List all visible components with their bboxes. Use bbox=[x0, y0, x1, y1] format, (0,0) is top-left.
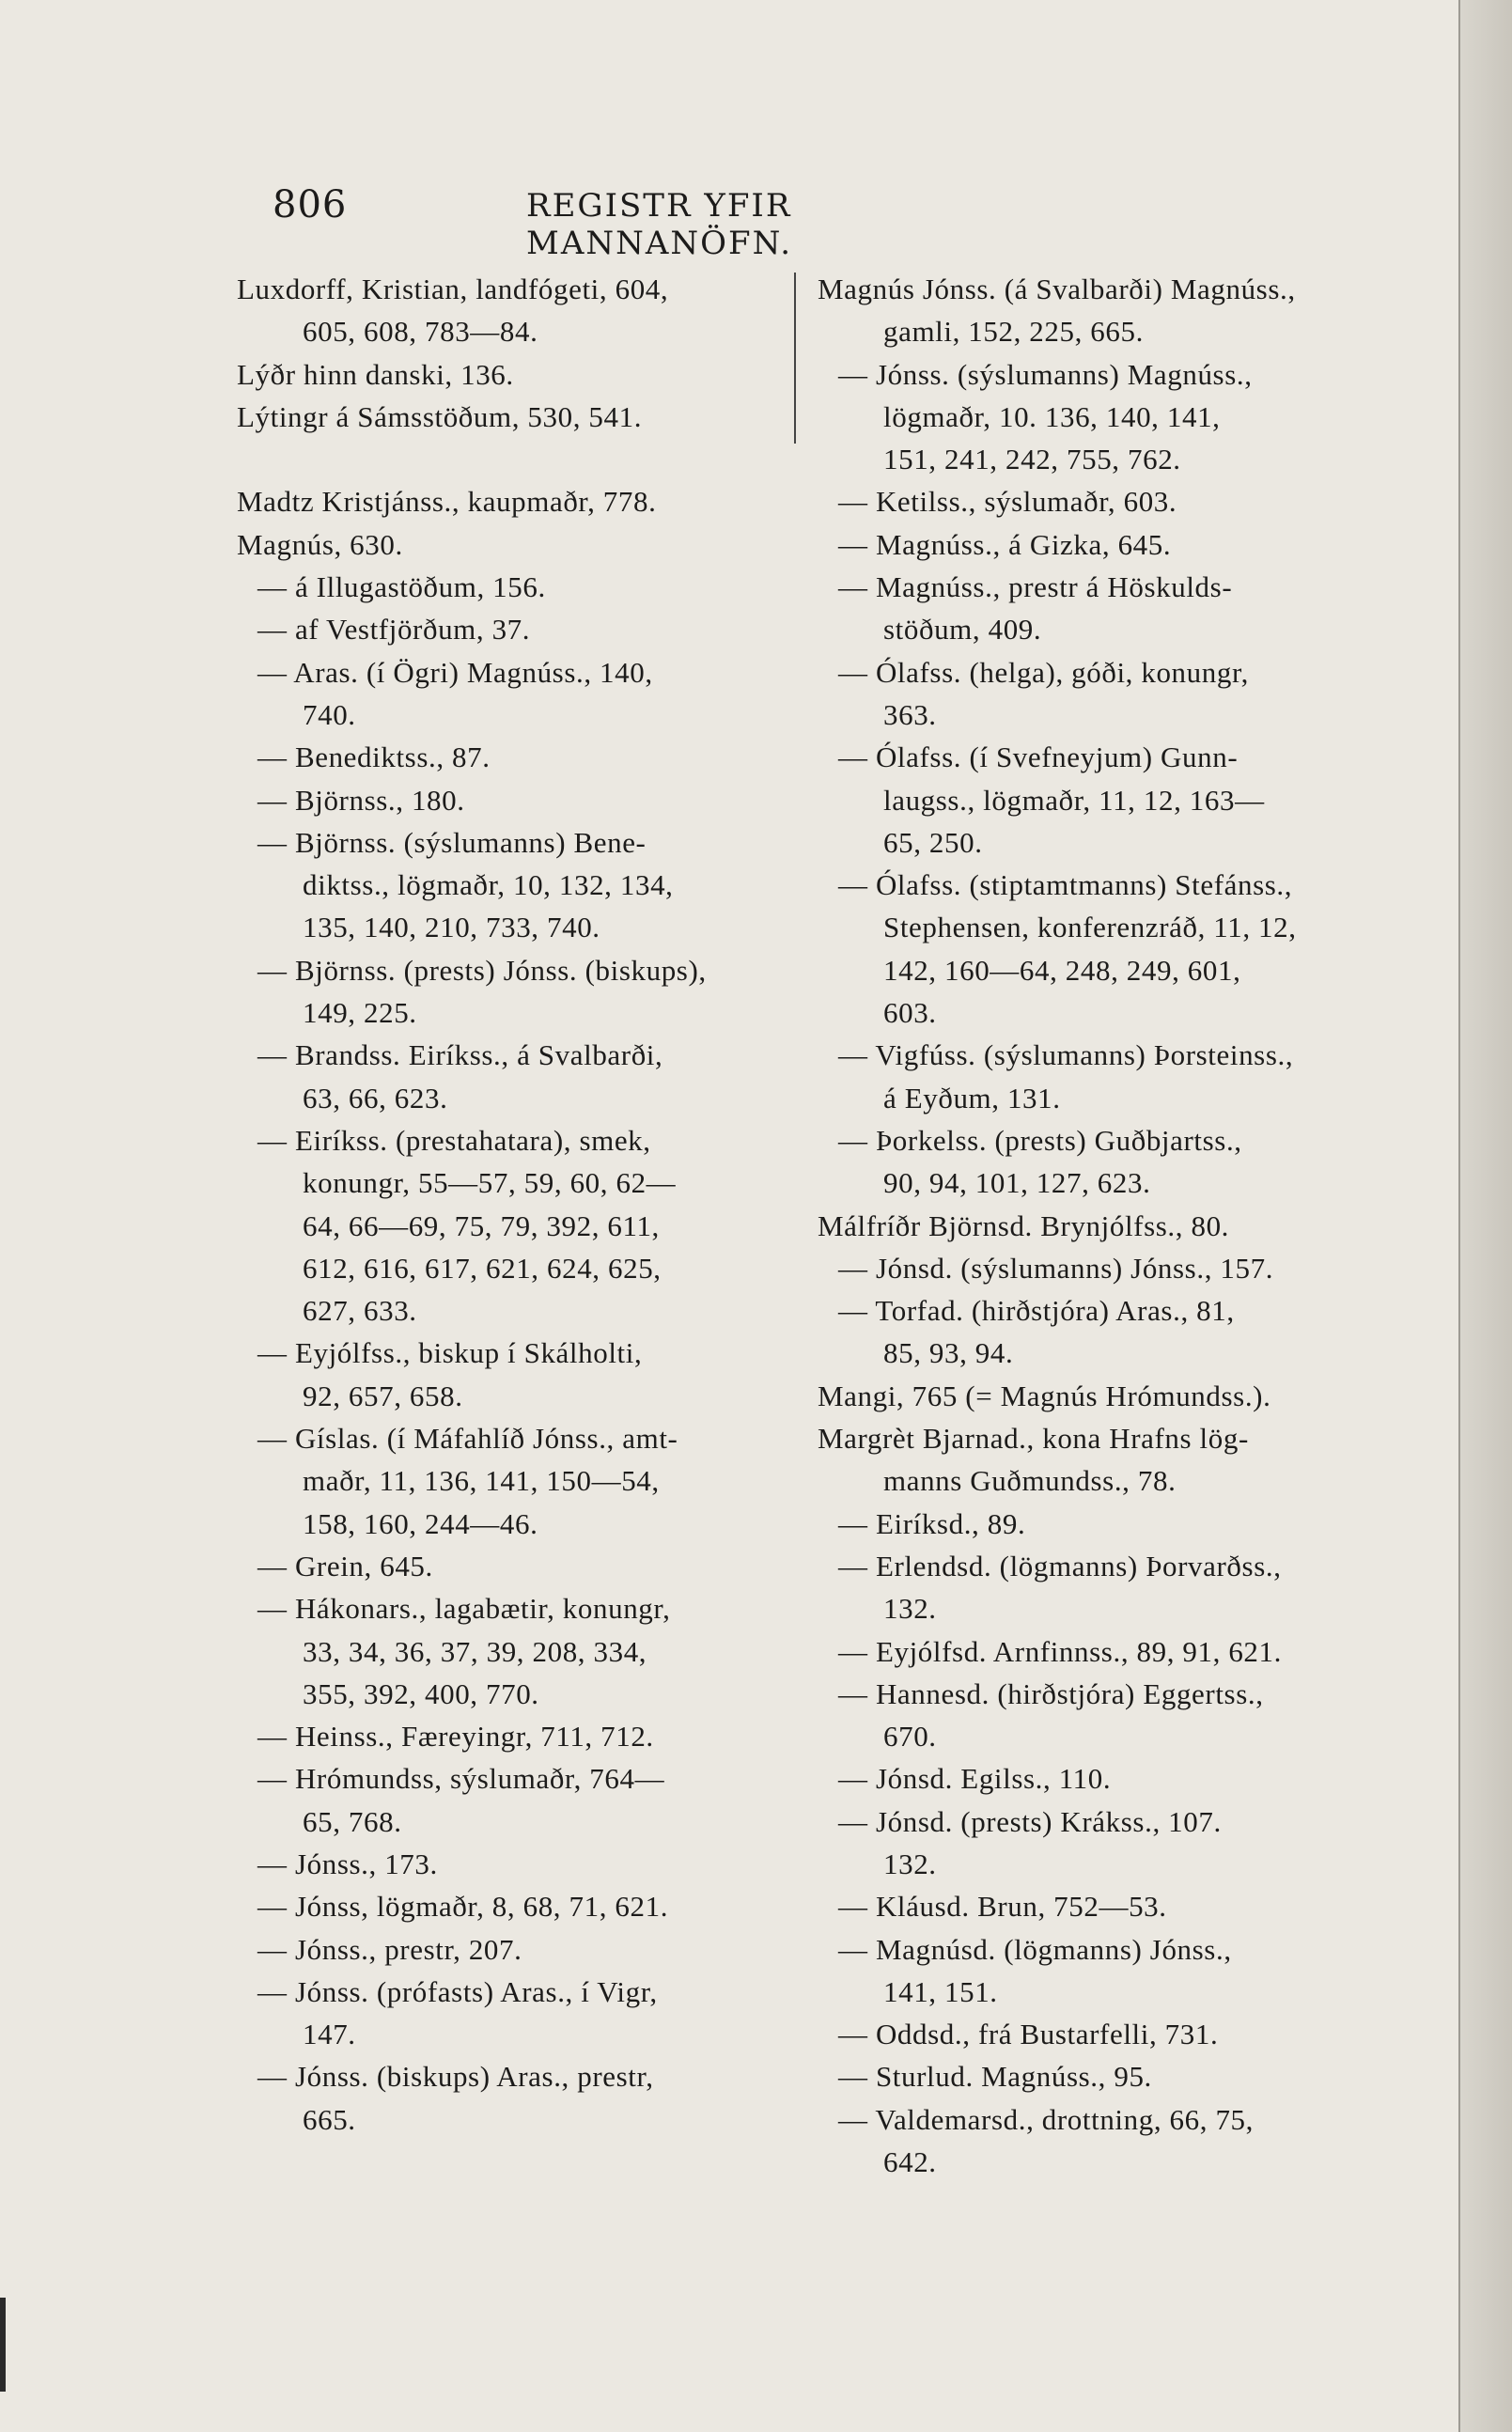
index-entry-line: — Oddsd., frá Bustarfelli, 731. bbox=[838, 2018, 1219, 2051]
index-entry-line: 740. bbox=[303, 697, 356, 731]
index-entry-line: — Brandss. Eiríkss., á Svalbarði, bbox=[257, 1038, 663, 1072]
index-entry-line: — Magnúss., á Gizka, 645. bbox=[838, 527, 1172, 561]
index-entry-line: — Þorkelss. (prests) Guðbjartss., bbox=[838, 1123, 1242, 1157]
right-column bbox=[818, 268, 1348, 2183]
index-entry-line: — á Illugastöðum, 156. bbox=[257, 570, 546, 604]
index-entry-line: 90, 94, 101, 127, 623. bbox=[883, 1166, 1151, 1200]
scan-edge-mark bbox=[0, 2298, 6, 2392]
index-entry-line: lögmaðr, 10. 136, 140, 141, bbox=[883, 399, 1221, 433]
index-entry-line: 147. bbox=[303, 2018, 356, 2051]
index-entry-line: 151, 241, 242, 755, 762. bbox=[883, 443, 1181, 476]
index-entry-line: — Jónss., prestr, 207. bbox=[257, 1932, 522, 1966]
index-entry-line: — Grein, 645. bbox=[257, 1549, 433, 1582]
index-entry-line: manns Guðmundss., 78. bbox=[883, 1464, 1177, 1498]
index-entry-line: — Aras. (í Ögri) Magnúss., 140, bbox=[257, 655, 653, 689]
index-entry-line: Lýðr hinn danski, 136. bbox=[237, 357, 514, 391]
index-entry-line: 142, 160—64, 248, 249, 601, bbox=[883, 953, 1241, 987]
index-entry-line: — Torfad. (hirðstjóra) Aras., 81, bbox=[838, 1294, 1235, 1328]
index-entry-line: 135, 140, 210, 733, 740. bbox=[303, 911, 600, 944]
index-entry-line: 627, 633. bbox=[303, 1294, 417, 1328]
index-entry-line: Lýtingr á Sámsstöðum, 530, 541. bbox=[237, 399, 643, 433]
index-entry-line: 612, 616, 617, 621, 624, 625, bbox=[303, 1251, 662, 1285]
index-entry-line: stöðum, 409. bbox=[883, 613, 1042, 647]
index-entry-line: — Gíslas. (í Máfahlíð Jónss., amt- bbox=[257, 1422, 678, 1456]
index-entry-line: — Hákonars., lagabætir, konungr, bbox=[257, 1592, 671, 1626]
index-entry-line: 603. bbox=[883, 996, 937, 1030]
index-entry-line: Stephensen, konferenzráð, 11, 12, bbox=[883, 911, 1297, 944]
index-entry-line: — Jónss. (biskups) Aras., prestr, bbox=[257, 2060, 654, 2094]
index-entry-line: — Erlendsd. (lögmanns) Þorvarðss., bbox=[838, 1549, 1282, 1582]
index-entry-line: 363. bbox=[883, 697, 937, 731]
index-entry-line: 642. bbox=[883, 2145, 937, 2179]
index-entry-line: 665. bbox=[303, 2102, 356, 2136]
page-number: 806 bbox=[273, 183, 348, 226]
page-edge bbox=[1458, 0, 1512, 2432]
index-entry-line: — Hannesd. (hirðstjóra) Eggertss., bbox=[838, 1676, 1264, 1710]
index-entry-line: 65, 768. bbox=[303, 1804, 402, 1838]
blank-line bbox=[237, 438, 772, 480]
index-entry-line: 355, 392, 400, 770. bbox=[303, 1676, 539, 1710]
index-entry-line: — Vigfúss. (sýslumanns) Þorsteinss., bbox=[838, 1038, 1294, 1072]
index-entry-line: Madtz Kristjánss., kaupmaðr, 778. bbox=[237, 485, 657, 519]
index-entry-line: — Jónsd. Egilss., 110. bbox=[838, 1762, 1112, 1796]
left-column bbox=[237, 268, 772, 2141]
index-entry-line: Mangi, 765 (= Magnús Hrómundss.). bbox=[818, 1379, 1271, 1412]
index-entry-line: Magnús, 630. bbox=[237, 527, 403, 561]
index-entry-line: — Magnúsd. (lögmanns) Jónss., bbox=[838, 1932, 1232, 1966]
index-entry-line: — Jónss. (sýslumanns) Magnúss., bbox=[838, 357, 1253, 391]
index-entry-line: maðr, 11, 136, 141, 150—54, bbox=[303, 1464, 660, 1498]
running-title: REGISTR YFIR MANNANÖFN. bbox=[526, 187, 793, 262]
index-entry-line: — Magnúss., prestr á Höskulds- bbox=[838, 570, 1233, 604]
index-entry-line: Málfríðr Björnsd. Brynjólfss., 80. bbox=[818, 1208, 1230, 1242]
index-entry-line: — Ketilss., sýslumaðr, 603. bbox=[838, 485, 1177, 519]
index-entry-line: 670. bbox=[883, 1720, 937, 1754]
index-entry-line: — Ólafss. (í Svefneyjum) Gunn- bbox=[838, 741, 1239, 774]
index-entry-line: — Benediktss., 87. bbox=[257, 741, 491, 774]
index-entry-line: 85, 93, 94. bbox=[883, 1336, 1014, 1370]
index-entry-line: gamli, 152, 225, 665. bbox=[883, 315, 1144, 349]
index-entry-line: — Heinss., Færeyingr, 711, 712. bbox=[257, 1720, 654, 1754]
index-entry-line: laugss., lögmaðr, 11, 12, 163— bbox=[883, 783, 1265, 817]
index-entry-line: 132. bbox=[883, 1592, 937, 1626]
column-divider bbox=[794, 273, 796, 444]
index-entry-line: Magnús Jónss. (á Svalbarði) Magnúss., bbox=[818, 273, 1296, 305]
index-entry-line: 141, 151. bbox=[883, 1974, 998, 2008]
index-entry-line: — Jónsd. (prests) Krákss., 107. bbox=[838, 1804, 1222, 1838]
index-entry-line: — Jónsd. (sýslumanns) Jónss., 157. bbox=[838, 1251, 1274, 1285]
index-entry-line: — Eiríkss. (prestahatara), smek, bbox=[257, 1123, 651, 1157]
index-entry-line: 605, 608, 783—84. bbox=[303, 315, 538, 349]
index-entry-line: 132. bbox=[883, 1847, 937, 1880]
index-entry-line: — Kláusd. Brun, 752—53. bbox=[838, 1890, 1167, 1924]
index-entry-line: 33, 34, 36, 37, 39, 208, 334, bbox=[303, 1634, 647, 1668]
index-entry-line: — Eyjólfsd. Arnfinnss., 89, 91, 621. bbox=[838, 1634, 1282, 1668]
index-entry-line: — Jónss., 173. bbox=[257, 1847, 438, 1880]
index-entry-line: konungr, 55—57, 59, 60, 62— bbox=[303, 1166, 677, 1200]
index-entry-line: — Eyjólfss., biskup í Skálholti, bbox=[257, 1336, 643, 1370]
index-entry-line: 64, 66—69, 75, 79, 392, 611, bbox=[303, 1208, 660, 1242]
index-entry-line: — Sturlud. Magnúss., 95. bbox=[838, 2060, 1152, 2094]
index-entry-line: — Ólafss. (helga), góði, konungr, bbox=[838, 655, 1249, 689]
index-entry-line: — Björnss. (sýslumanns) Bene- bbox=[257, 825, 647, 859]
index-entry-line: 92, 657, 658. bbox=[303, 1379, 463, 1412]
index-entry-line: — Björnss., 180. bbox=[257, 783, 465, 817]
index-entry-line: Luxdorff, Kristian, landfógeti, 604, bbox=[237, 273, 669, 305]
index-entry-line: 158, 160, 244—46. bbox=[303, 1506, 538, 1540]
index-entry-line: — Jónss, lögmaðr, 8, 68, 71, 621. bbox=[257, 1890, 669, 1924]
index-entry-line: — Hrómundss, sýslumaðr, 764— bbox=[257, 1762, 665, 1796]
index-entry-line: 63, 66, 623. bbox=[303, 1081, 448, 1115]
page-header bbox=[273, 183, 1024, 262]
index-entry-line: — Ólafss. (stiptamtmanns) Stefánss., bbox=[838, 868, 1293, 902]
index-entry-line: 65, 250. bbox=[883, 825, 983, 859]
index-entry-line: — Eiríksd., 89. bbox=[838, 1506, 1026, 1540]
index-entry-line: Margrèt Bjarnad., kona Hrafns lög- bbox=[818, 1422, 1249, 1456]
index-entry-line: á Eyðum, 131. bbox=[883, 1081, 1061, 1115]
index-entry-line: 149, 225. bbox=[303, 996, 417, 1030]
index-entry-line: — af Vestfjörðum, 37. bbox=[257, 613, 531, 647]
index-entry-line: — Valdemarsd., drottning, 66, 75, bbox=[838, 2102, 1254, 2136]
index-entry-line: — Björnss. (prests) Jónss. (biskups), bbox=[257, 953, 707, 987]
index-entry-line: — Jónss. (prófasts) Aras., í Vigr, bbox=[257, 1974, 658, 2008]
index-entry-line: diktss., lögmaðr, 10, 132, 134, bbox=[303, 868, 674, 902]
